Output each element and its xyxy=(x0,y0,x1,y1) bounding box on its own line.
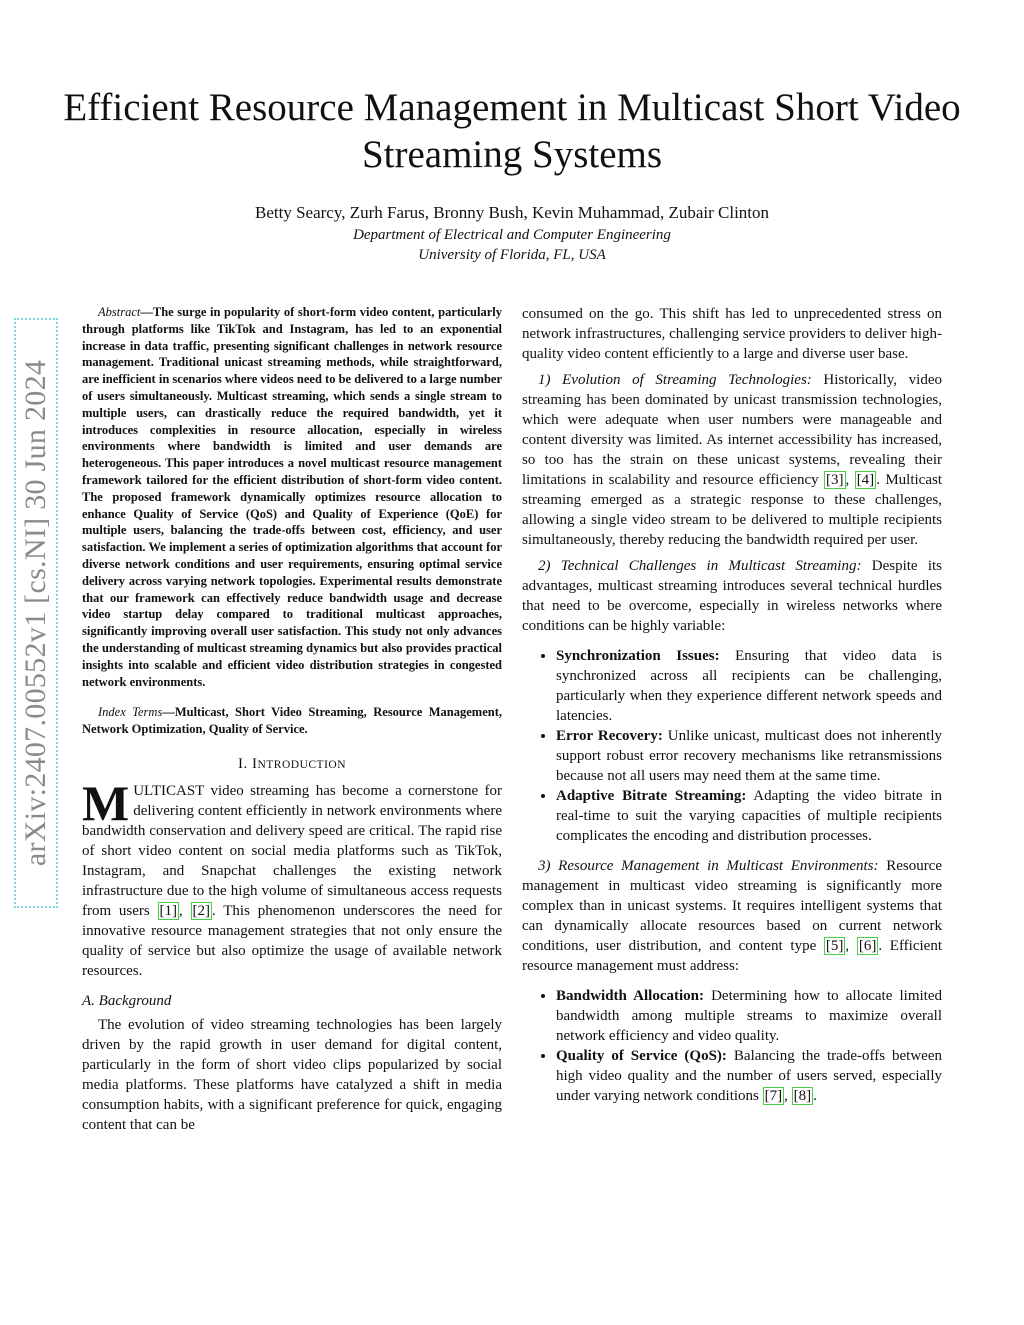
citation-link[interactable]: [2] xyxy=(192,902,211,919)
intro-paragraph: MULTICAST video streaming has become a cornerstone for delivering content efficiently in network environments where bandwidth conservation and delivery speed are critical. The rapid rise of short video content on social media platforms such as TikTok, Instagram, and Snapchat challenges the existing network infrastructure due to the high volume of simultaneous access requests from users [1] , [2] . This phenomenon underscores the need for innovative resource management strategies that not only ensure the quality of service but also optimize the usage of available network resources. xyxy=(82,774,502,979)
arxiv-identifier: arXiv:2407.00552v1 [cs.NI] 30 Jun 2024 xyxy=(19,359,52,867)
affiliation xyxy=(0,225,1024,265)
abstract xyxy=(82,304,502,690)
list-item: • Adaptive Bitrate Streaming: Adapting the video bitrate in real-time to suit the varying capacities of multiple recipients complicates the encoding and distribution processes. xyxy=(556,786,942,846)
subsection-heading-background: A. Background xyxy=(82,992,172,1009)
subsection-heading: 3) Resource Management in Multicast Environments: xyxy=(538,858,879,874)
citation-link[interactable]: [7] xyxy=(764,1088,783,1104)
arxiv-sidebar xyxy=(14,318,58,908)
list-item: • Bandwidth Allocation: Determining how to allocate limited bandwidth among multiple streams to maximize overall network efficiency and video quality. xyxy=(556,986,942,1046)
author-list: Betty Searcy, Zurh Farus, Bronny Bush, Kevin Muhammad, Zubair Clinton xyxy=(254,203,770,222)
continued-paragraph: consumed on the go. This shift has led to unprecedented stress on network infrastructures, challenging service providers to deliver high-quality video content efficiently to a large and diverse user base. xyxy=(522,306,942,362)
citation-link[interactable]: [3] xyxy=(826,472,844,488)
list-item: • Quality of Service (QoS): Balancing the trade-offs between high video quality and the number of users served, especially under varying network conditions [7] , [8] . xyxy=(556,1046,942,1106)
right-column xyxy=(522,304,942,1116)
subsection-heading: 1) Evolution of Streaming Technologies: xyxy=(538,372,812,388)
index-terms-text: —Multicast, Short Video Streaming, Resource Management, Network Optimization, Quality of Service. xyxy=(82,705,502,737)
list-item: • Error Recovery: Unlike unicast, multicast does not inherently support robust error recovery mechanisms like retransmissions because not all users may need them at the same time. xyxy=(556,726,942,786)
citation-link[interactable]: [8] xyxy=(793,1088,812,1104)
challenges-list xyxy=(522,646,942,846)
department: Department of Electrical and Computer Engineering xyxy=(353,227,671,243)
subsection-heading: 2) Technical Challenges in Multicast Streaming: xyxy=(538,558,862,574)
drop-cap: M xyxy=(82,774,130,831)
section-heading-introduction: I. INTRODUCTION xyxy=(237,755,347,772)
citation-link[interactable]: [6] xyxy=(858,938,877,954)
abstract-text: —The surge in popularity of short-form video content, particularly through platforms like TikTok and Instagram, has led to an exponential increase in data traffic, presenting significant challenges in network resource management. Traditional unicast streaming methods, while straightforward, are inefficient in scenarios where videos need to be delivered to a large number of users simultaneously. Multicast streaming, which sends a single stream to multiple users, can drastically reduce the required bandwidth, yet it introduces complexities in resource allocation, especially in wireless environments where bandwidth is limited and user demands are heterogeneous. This paper introduces a novel multicast resource management framework tailored for the efficient distribution of short-form video content. The proposed framework dynamically optimizes resource allocation to enhance Quality of Service (QoS) and Quality of Experience (QoE) for multiple users, balancing the trade-offs between cost, efficiency, and user satisfaction. We implement a series of optimization algorithms that account for diverse network conditions and user requirements, ensuring optimal service delivery across varying network topologies. Experimental results demonstrate that our framework can effectively reduce bandwidth usage and decrease video startup delay compared to traditional multicast approaches, significantly improving overall user satisfaction. This study not only advances the understanding of multicast streaming dynamics but also provides practical insights into scalable and efficient video distribution strategies in congested network environments. xyxy=(82,305,502,689)
citation-link[interactable]: [5] xyxy=(825,938,844,954)
list-item: • Synchronization Issues: Ensuring that video data is synchronized across all recipients can be challenging, particularly when they experience different network speeds and latencies. xyxy=(556,646,942,726)
university: University of Florida, FL, USA xyxy=(418,247,606,263)
left-column xyxy=(82,304,502,1135)
background-paragraph: The evolution of video streaming technologies has been largely driven by the rapid growth in user demand for digital content, particularly in the form of short video clips popularized by social media platforms. These platforms have catalyzed a shift in media consumption habits, with a significant preference for quick, engaging content that can be xyxy=(82,1016,502,1133)
abstract-label: Abstract xyxy=(98,305,141,319)
subsection-resource-management: 3) Resource Management in Multicast Environments: Resource management in multicast video streaming is significantly more complex than in unicast systems. It requires intelligent systems that can dynamically allocate resources based on current network conditions, user distribution, and content type [5] , [6] . Efficient resource management must address: xyxy=(522,858,942,974)
citation-link[interactable]: [1] xyxy=(159,902,178,919)
subsection-evolution: 1) Evolution of Streaming Technologies: Historically, video streaming has been dominated by unicast transmission technologies, which were adequate when user numbers were manageable and content diversity was limited. As internet accessibility has increased, so too has the strain on these unicast systems, revealing their limitations in scalability and resource efficiency [3] , [4] . Multicast streaming emerged as a strategic response to these challenges, allowing a single video stream to be delivered to multiple recipients simultaneously, thereby reducing the bandwidth required per user. xyxy=(522,372,942,548)
resource-list xyxy=(522,986,942,1106)
subsection-challenges: 2) Technical Challenges in Multicast Streaming: Despite its advantages, multicast streaming introduces several technical hurdles that need to be overcome, especially in wireless networks where conditions can be highly variable: xyxy=(522,558,942,634)
paper-title: Efficient Resource Management in Multicast Short Video Streaming Systems xyxy=(63,86,961,176)
index-terms-label: Index Terms xyxy=(98,705,163,720)
citation-link[interactable]: [4] xyxy=(856,472,875,488)
index-terms xyxy=(82,704,502,738)
